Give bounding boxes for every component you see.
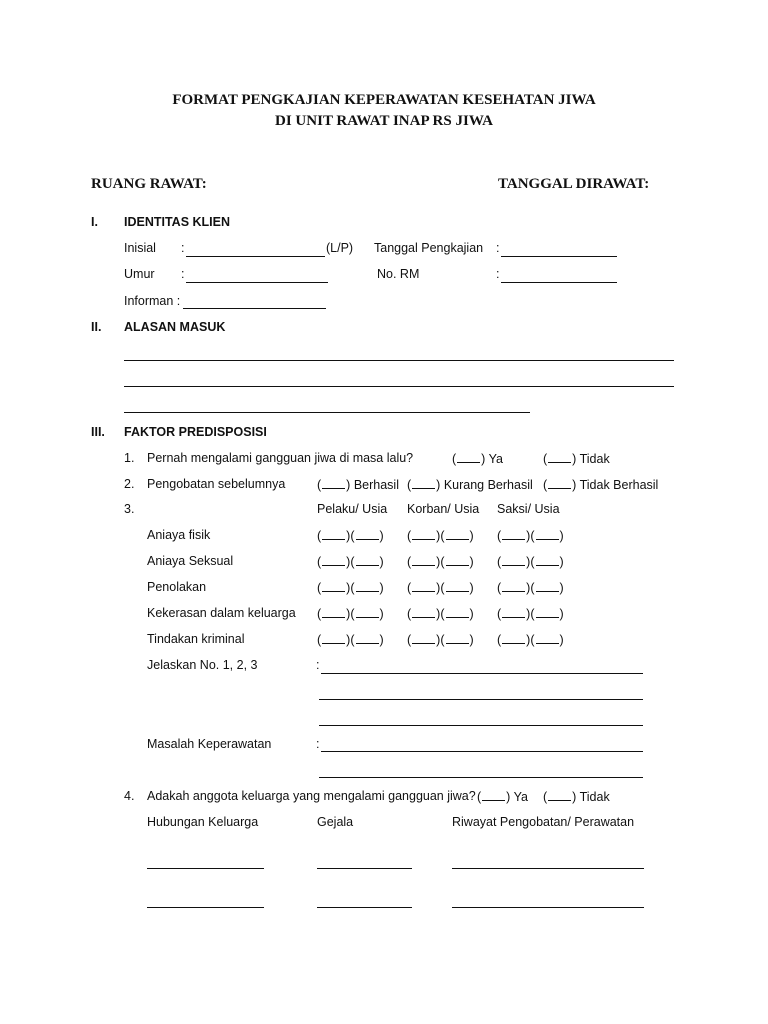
ruang-rawat-label: RUANG RAWAT:: [91, 176, 207, 192]
q2-tidak-berhasil-checkbox[interactable]: ( ) Tidak Berhasil: [543, 478, 659, 492]
q3-aniaya-fisik-pelaku-checkbox[interactable]: ( )( ): [317, 529, 384, 543]
hubungan-keluarga-header: Hubungan Keluarga: [147, 815, 259, 829]
alasan-masuk-line-3[interactable]: [124, 412, 530, 413]
masalah-label: Masalah Keperawatan: [147, 737, 272, 751]
q3-kekerasan-pelaku-checkbox[interactable]: ( )( ): [317, 607, 384, 621]
inisial-field[interactable]: [186, 256, 325, 257]
informan-field[interactable]: [183, 308, 326, 309]
q1-tidak-label: Tidak: [579, 452, 610, 466]
inisial-label: Inisial: [124, 241, 156, 255]
jelaskan-line-3[interactable]: [319, 725, 643, 726]
q3-kriminal-saksi-checkbox[interactable]: ( )( ): [497, 633, 564, 647]
row-label-aniaya-seksual: Aniaya Seksual: [147, 554, 234, 568]
form-title-line1: FORMAT PENGKAJIAN KEPERAWATAN KESEHATAN JIWA: [172, 92, 596, 108]
q4-tidak-checkbox[interactable]: ( ) Tidak: [543, 790, 610, 804]
no-rm-label: No. RM: [377, 267, 420, 281]
q1-ya-label: Ya: [488, 452, 503, 466]
riwayat-header: Riwayat Pengobatan/ Perawatan: [452, 815, 635, 829]
q2-kurang-berhasil-label: Kurang Berhasil: [443, 478, 533, 492]
tanggal-pengkajian-colon: :: [496, 241, 500, 255]
section-3-number: III.: [91, 425, 105, 439]
column-saksi: Saksi/ Usia: [497, 502, 560, 516]
masalah-line-2[interactable]: [319, 777, 643, 778]
informan-label: Informan :: [124, 294, 181, 308]
hubungan-line-2[interactable]: [147, 907, 264, 908]
gejala-line-2[interactable]: [317, 907, 412, 908]
row-label-kekerasan: Kekerasan dalam keluarga: [147, 606, 296, 620]
q1-ya-checkbox[interactable]: ( ) Ya: [452, 452, 503, 466]
gejala-line-1[interactable]: [317, 868, 412, 869]
section-3-title: FAKTOR PREDISPOSISI: [124, 425, 267, 439]
riwayat-line-2[interactable]: [452, 907, 644, 908]
form-title-line2: DI UNIT RAWAT INAP RS JIWA: [275, 113, 493, 129]
q3-penolakan-pelaku-checkbox[interactable]: ( )( ): [317, 581, 384, 595]
section-2-title: ALASAN MASUK: [124, 320, 226, 334]
question-4-text: Adakah anggota keluarga yang mengalami gangguan jiwa?: [147, 789, 476, 803]
question-1-text: Pernah mengalami gangguan jiwa di masa lalu?: [147, 451, 414, 465]
umur-colon: :: [181, 267, 185, 281]
alasan-masuk-line-2[interactable]: [124, 386, 674, 387]
q3-aniaya-seksual-saksi-checkbox[interactable]: ( )( ): [497, 555, 564, 569]
section-1-title: IDENTITAS KLIEN: [124, 215, 231, 229]
column-pelaku: Pelaku/ Usia: [317, 502, 388, 516]
q3-aniaya-seksual-korban-checkbox[interactable]: ( )( ): [407, 555, 474, 569]
q2-kurang-berhasil-checkbox[interactable]: ( ) Kurang Berhasil: [407, 478, 533, 492]
tanggal-dirawat-label: TANGGAL DIRAWAT:: [498, 176, 650, 192]
q4-ya-label: Ya: [513, 790, 528, 804]
jelaskan-colon: :: [316, 658, 320, 672]
q4-tidak-label: Tidak: [579, 790, 610, 804]
q4-ya-checkbox[interactable]: ( ) Ya: [477, 790, 528, 804]
gejala-header: Gejala: [317, 815, 354, 829]
jelaskan-line-1[interactable]: [321, 673, 643, 674]
question-3-number: 3.: [124, 502, 135, 516]
inisial-colon: :: [181, 241, 185, 255]
question-2-number: 2.: [124, 477, 135, 491]
q3-kriminal-korban-checkbox[interactable]: ( )( ): [407, 633, 474, 647]
gender-lp-label: (L/P): [326, 241, 354, 255]
q3-kekerasan-saksi-checkbox[interactable]: ( )( ): [497, 607, 564, 621]
section-1-number: I.: [91, 215, 98, 229]
q3-aniaya-seksual-pelaku-checkbox[interactable]: ( )( ): [317, 555, 384, 569]
q3-kriminal-pelaku-checkbox[interactable]: ( )( ): [317, 633, 384, 647]
q2-berhasil-checkbox[interactable]: ( ) Berhasil: [317, 478, 399, 492]
q3-kekerasan-korban-checkbox[interactable]: ( )( ): [407, 607, 474, 621]
no-rm-field[interactable]: [501, 282, 617, 283]
q3-penolakan-korban-checkbox[interactable]: ( )( ): [407, 581, 474, 595]
row-label-kriminal: Tindakan kriminal: [147, 632, 245, 646]
column-korban: Korban/ Usia: [407, 502, 480, 516]
tanggal-pengkajian-field[interactable]: [501, 256, 617, 257]
q3-aniaya-fisik-korban-checkbox[interactable]: ( )( ): [407, 529, 474, 543]
question-4-number: 4.: [124, 789, 135, 803]
question-2-text: Pengobatan sebelumnya: [147, 477, 286, 491]
masalah-colon: :: [316, 737, 320, 751]
no-rm-colon: :: [496, 267, 500, 281]
q2-berhasil-label: Berhasil: [353, 478, 399, 492]
row-label-penolakan: Penolakan: [147, 580, 207, 594]
question-1-number: 1.: [124, 451, 135, 465]
jelaskan-label: Jelaskan No. 1, 2, 3: [147, 658, 258, 672]
riwayat-line-1[interactable]: [452, 868, 644, 869]
section-2-number: II.: [91, 320, 102, 334]
q3-penolakan-saksi-checkbox[interactable]: ( )( ): [497, 581, 564, 595]
q3-aniaya-fisik-saksi-checkbox[interactable]: ( )( ): [497, 529, 564, 543]
alasan-masuk-line-1[interactable]: [124, 360, 674, 361]
umur-field[interactable]: [186, 282, 328, 283]
jelaskan-line-2[interactable]: [319, 699, 643, 700]
q2-tidak-berhasil-label: Tidak Berhasil: [579, 478, 659, 492]
row-label-aniaya-fisik: Aniaya fisik: [147, 528, 211, 542]
hubungan-line-1[interactable]: [147, 868, 264, 869]
masalah-line-1[interactable]: [321, 751, 643, 752]
tanggal-pengkajian-label: Tanggal Pengkajian: [374, 241, 484, 255]
umur-label: Umur: [124, 267, 155, 281]
q1-tidak-checkbox[interactable]: ( ) Tidak: [543, 452, 610, 466]
